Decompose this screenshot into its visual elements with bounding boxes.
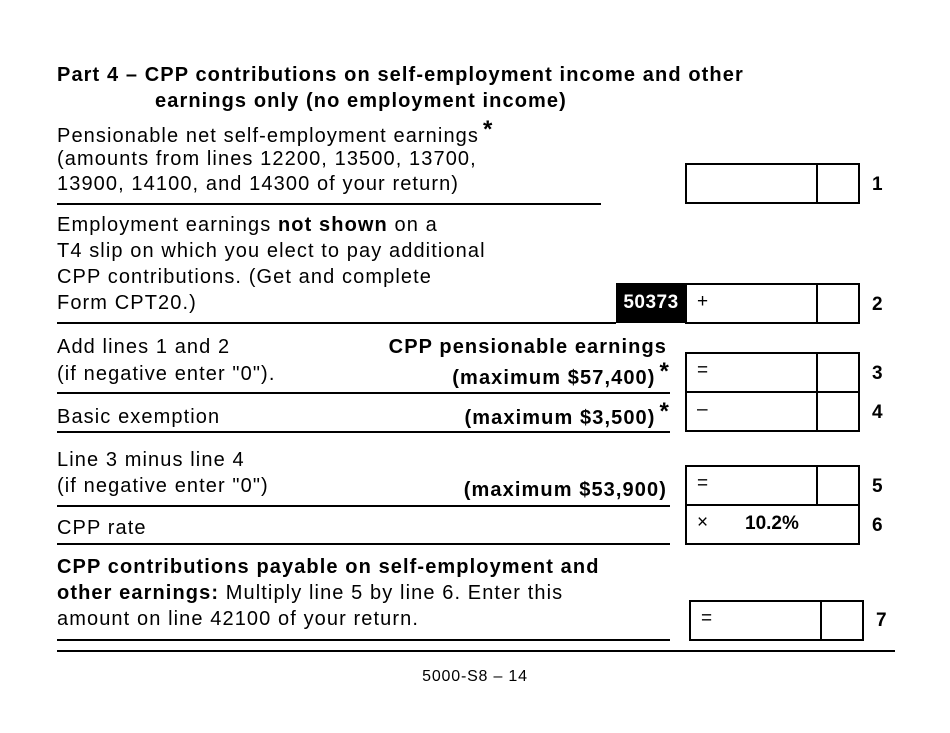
line7-text2	[57, 580, 563, 606]
cpp-rate-value: 10.2%	[745, 513, 799, 534]
line1-text1: Pensionable net self-employment earnings	[57, 125, 479, 147]
line4-number: 4	[872, 402, 883, 423]
line1-rule	[57, 203, 601, 205]
line1-label	[57, 116, 494, 149]
line5-number: 5	[872, 476, 883, 497]
line1-amount-field[interactable]	[685, 163, 860, 204]
line4-text: Basic exemption	[57, 406, 221, 428]
line5-cents-divider	[816, 467, 818, 504]
line7-text1: CPP contributions payable on self-employment and	[57, 556, 600, 578]
line1-text2: (amounts from lines 12200, 13500, 13700,	[57, 148, 477, 170]
multiply-sign: ×	[697, 512, 709, 533]
line7-number: 7	[876, 610, 887, 631]
line7-cents-divider	[820, 602, 822, 639]
line3-max-text: (maximum $57,400)	[452, 367, 656, 389]
line3-text2: (if negative enter "0").	[57, 363, 276, 385]
line2-text1-pre: Employment earnings	[57, 214, 278, 236]
line5-text1: Line 3 minus line 4	[57, 449, 245, 471]
equals-sign: =	[697, 360, 709, 381]
line6-rate-field	[685, 504, 860, 545]
line3-text1: Add lines 1 and 2	[57, 336, 231, 358]
line4-cents-divider	[816, 393, 818, 430]
line2-rule	[57, 322, 616, 324]
line2-amount-field[interactable]	[685, 283, 860, 324]
line6-rule	[57, 543, 670, 545]
page-footer: 5000-S8 – 14	[422, 668, 528, 685]
line2-number: 2	[872, 294, 883, 315]
line2-text1-bold: not shown	[277, 214, 388, 236]
line2-form-code: 50373	[616, 283, 686, 323]
line3-number: 3	[872, 363, 883, 384]
line5-rule	[57, 505, 670, 507]
line1-asterisk: *	[483, 116, 494, 143]
line2-text3: CPP contributions. (Get and complete	[57, 266, 432, 288]
line3-max	[452, 358, 670, 391]
line5-amount-field[interactable]	[685, 465, 860, 506]
line4-asterisk: *	[659, 398, 670, 425]
line2-text4: Form CPT20.)	[57, 292, 197, 314]
line5-text2: (if negative enter "0")	[57, 475, 269, 497]
line3-label-bold: CPP pensionable earnings	[388, 336, 667, 358]
line4-rule	[57, 431, 670, 433]
plus-sign: +	[697, 291, 709, 312]
line2-text1-post: on a	[387, 214, 438, 236]
part-title-line2: earnings only (no employment income)	[155, 90, 567, 112]
line5-max: (maximum $53,900)	[463, 479, 667, 501]
line3-rule	[57, 392, 670, 394]
equals-sign: =	[697, 473, 709, 494]
minus-sign: –	[697, 399, 708, 420]
line2-text2: T4 slip on which you elect to pay additional	[57, 240, 486, 262]
line4-amount-field[interactable]	[685, 391, 860, 432]
line7-rule	[57, 639, 670, 641]
line3-cents-divider	[816, 354, 818, 391]
line2-cents-divider	[816, 285, 818, 322]
line4-max-text: (maximum $3,500)	[464, 407, 656, 429]
line3-asterisk: *	[659, 358, 670, 385]
line7-text2-rest: Multiply line 5 by line 6. Enter this	[219, 582, 564, 604]
part-title-line1: Part 4 – CPP contributions on self-employment income and other	[57, 64, 744, 86]
equals-sign: =	[701, 608, 713, 629]
line2-text1	[57, 212, 438, 238]
line6-number: 6	[872, 515, 883, 536]
line7-text2-bold: other earnings:	[57, 582, 220, 604]
section-bottom-rule	[57, 650, 895, 652]
line7-amount-field[interactable]	[689, 600, 864, 641]
line1-number: 1	[872, 174, 883, 195]
line4-max	[464, 398, 670, 431]
line1-text3: 13900, 14100, and 14300 of your return)	[57, 173, 460, 195]
line3-amount-field[interactable]	[685, 352, 860, 393]
line1-cents-divider	[816, 165, 818, 202]
line6-text: CPP rate	[57, 517, 147, 539]
line7-text3: amount on line 42100 of your return.	[57, 608, 420, 630]
